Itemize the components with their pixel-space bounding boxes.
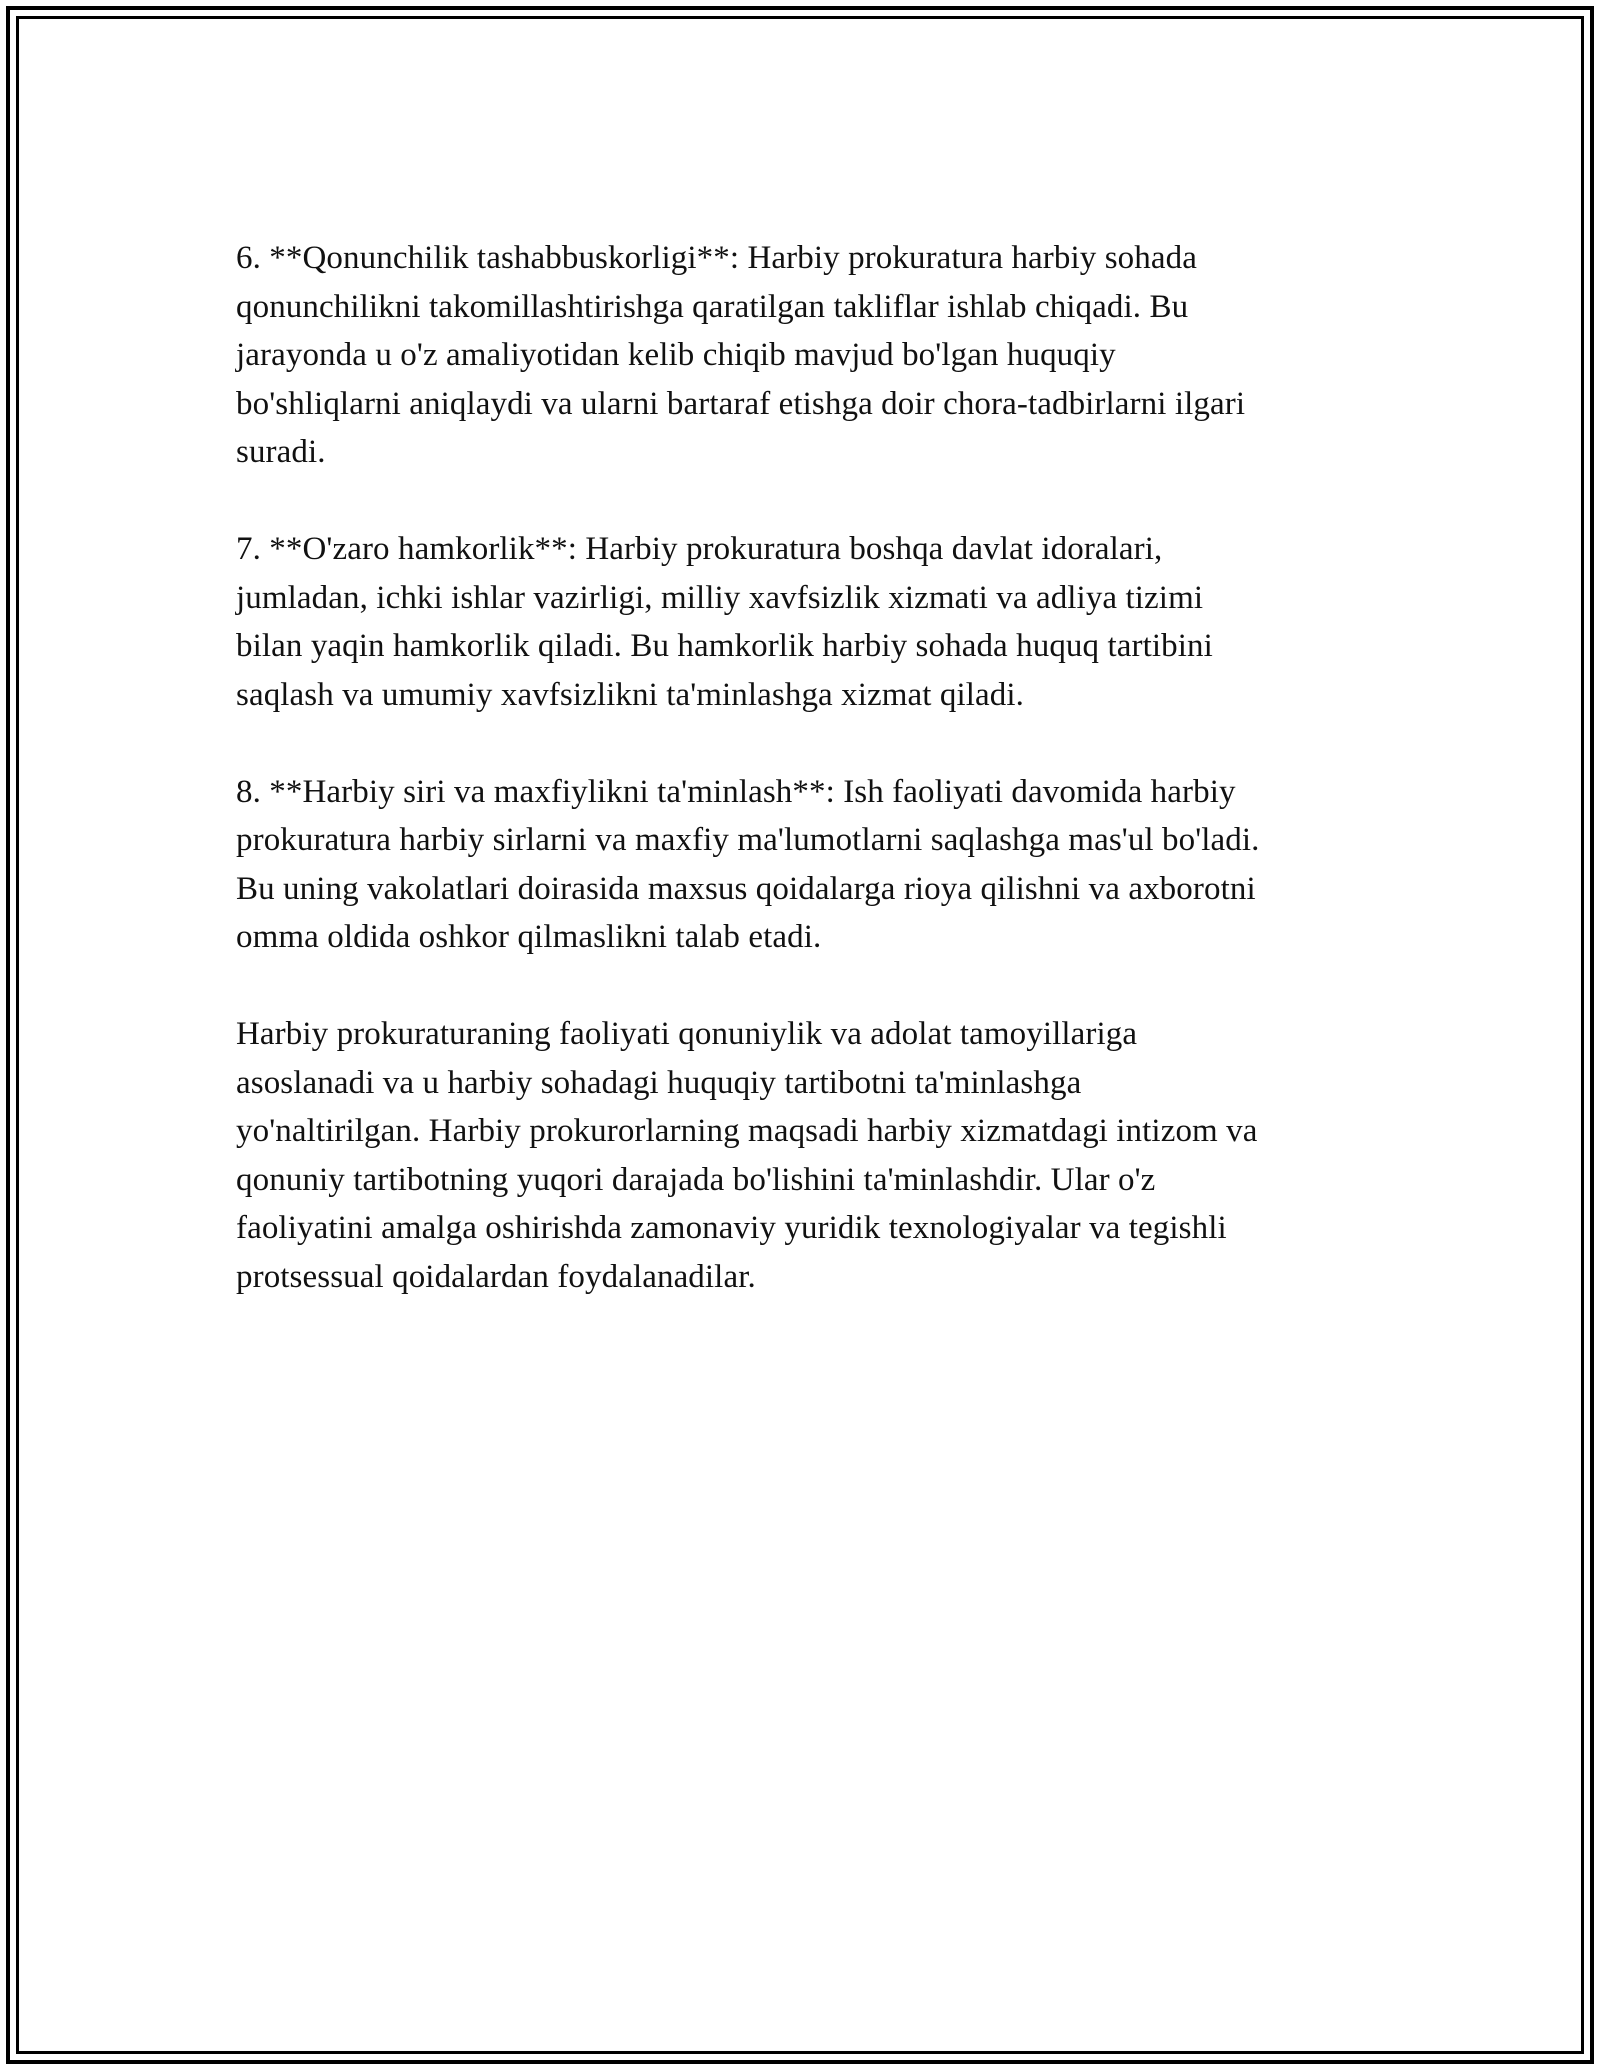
paragraph-conclusion: Harbiy prokuraturaning faoliyati qonuniylik va adolat tamoyillariga asoslanadi va u harbiy sohadagi huquqiy tartibotni ta'minlashga yo'naltirilgan. Harbiy prokurorlarning maqsadi harbiy xizmatdagi intizom va qonuniy tartibotning yuqori darajada bo'lishini ta'minlashdir. Ular o'z faoliyatini amalga oshirishda zamonaviy yuridik texnologiyalar va tegishli protsessual qoidalardan foydalanadilar. — [236, 1016, 1258, 1295]
document-body — [236, 234, 1386, 1350]
paragraph-mutual-cooperation: 7. **O'zaro hamkorlik**: Harbiy prokuratura boshqa davlat idoralari, jumladan, ichki ishlar vazirligi, milliy xavfsizlik xizmati va adliya tizimi bilan yaqin hamkorlik qiladi. Bu hamkorlik harbiy sohada huquq tartibini saqlash va umumiy xavfsizlikni ta'minlashga xizmat qiladi. — [236, 531, 1213, 713]
paragraph-military-secrecy: 8. **Harbiy siri va maxfiylikni ta'minlash**: Ish faoliyati davomida harbiy prokuratura harbiy sirlarni va maxfiy ma'lumotlarni saqlashga mas'ul bo'ladi. Bu uning vakolatlari doirasida maxsus qoidalarga rioya qilishni va axborotni omma oldida oshkor qilmaslikni talab etadi. — [236, 773, 1260, 955]
paragraph-legislative-initiative: 6. **Qonunchilik tashabbuskorligi**: Harbiy prokuratura harbiy sohada qonunchilikni takomillashtirishga qaratilgan takliflar ishlab chiqadi. Bu jarayonda u o'z amaliyotidan kelib chiqib mavjud bo'lgan huquqiy bo'shliqlarni aniqlaydi va ularni bartaraf etishga doir chora-tadbirlarni ilgari suradi. — [236, 240, 1246, 470]
